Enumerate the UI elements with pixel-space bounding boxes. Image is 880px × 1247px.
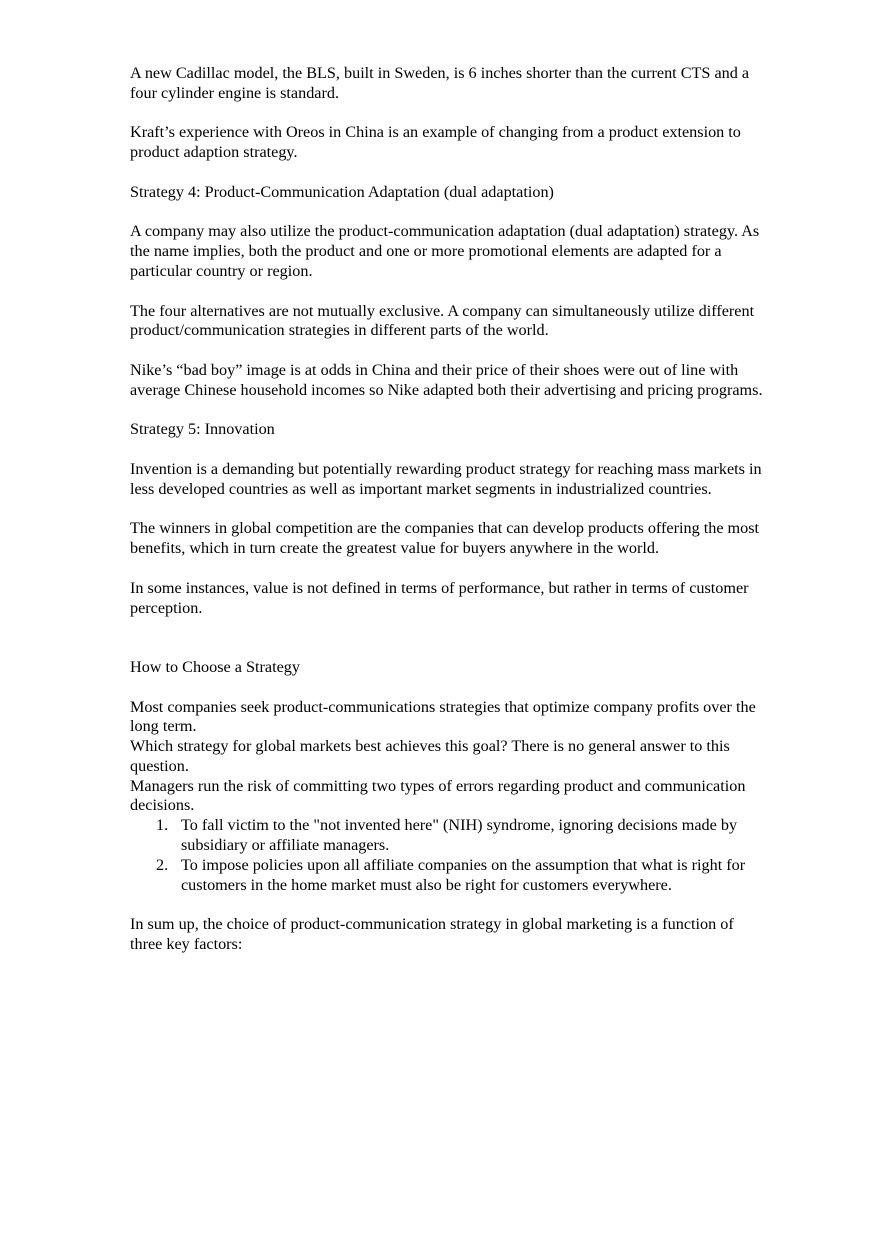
list-item bbox=[130, 816, 770, 856]
paragraph-value: In some instances, value is not defined in terms of performance, but rather in terms of customer perception. bbox=[130, 578, 749, 617]
errors-list bbox=[130, 816, 770, 895]
paragraph-kraft: Kraft’s experience with Oreos in China is an example of changing from a product extension to product adaption strategy. bbox=[130, 123, 741, 162]
paragraph-winners: The winners in global competition are the companies that can develop products offering the most benefits, which in turn create the greatest value for buyers anywhere in the world. bbox=[130, 519, 760, 558]
paragraph-managers-risk: Managers run the risk of committing two types of errors regarding product and communication decisions. bbox=[130, 776, 746, 815]
paragraph-optimize-profits: Most companies seek product-communications strategies that optimize company profits over the long term. bbox=[130, 697, 756, 736]
paragraph-dual-adaptation: A company may also utilize the product-communication adaptation (dual adaptation) strategy. As the name implies, both the product and one or more promotional elements are adapted for a particular country or region. bbox=[130, 222, 760, 280]
paragraph-which-strategy: Which strategy for global markets best achieves this goal? There is no general answer to this question. bbox=[130, 737, 730, 775]
list-item-number: 2. bbox=[156, 855, 169, 874]
heading-strategy-4: Strategy 4: Product-Communication Adaptation (dual adaptation) bbox=[130, 182, 554, 201]
paragraph-invention: Invention is a demanding but potentially rewarding product strategy for reaching mass markets in less developed countries as well as important market segments in industrialized countries. bbox=[130, 459, 762, 498]
paragraph-nike: Nike’s “bad boy” image is at odds in China and their price of their shoes were out of line with average Chinese household incomes so Nike adapted both their advertising and pricing programs. bbox=[130, 360, 763, 399]
document-body bbox=[130, 64, 770, 975]
list-item bbox=[130, 856, 770, 896]
paragraph-cadillac: A new Cadillac model, the BLS, built in Sweden, is 6 inches shorter than the current CTS and a four cylinder engine is standard. bbox=[130, 64, 750, 102]
paragraph-alternatives: The four alternatives are not mutually exclusive. A company can simultaneously utilize different product/communication strategies in different parts of the world. bbox=[130, 301, 755, 340]
paragraph-closing: In sum up, the choice of product-communication strategy in global marketing is a function of three key factors: bbox=[130, 915, 734, 954]
heading-strategy-5: Strategy 5: Innovation bbox=[130, 420, 275, 439]
list-item-number: 1. bbox=[156, 816, 169, 835]
list-item-text: To fall victim to the "not invented here" (NIH) syndrome, ignoring decisions made by subsidiary or affiliate managers. bbox=[181, 816, 738, 855]
heading-choose-strategy: How to Choose a Strategy bbox=[130, 657, 300, 676]
list-item-text: To impose policies upon all affiliate companies on the assumption that what is right for customers in the home market must also be right for customers everywhere. bbox=[181, 855, 746, 894]
